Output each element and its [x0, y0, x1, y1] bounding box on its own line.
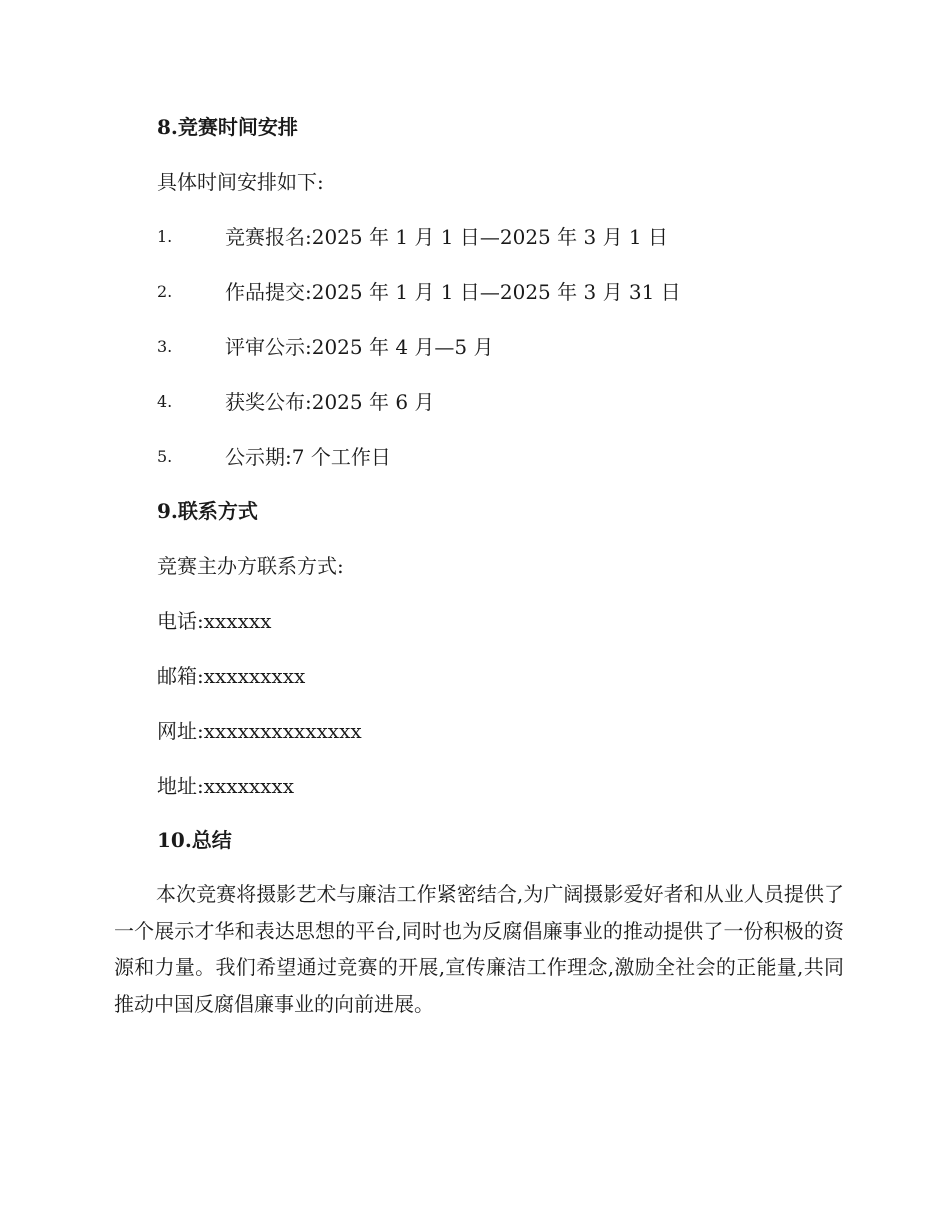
list-text: 评审公示:2025 年 4 月—5 月: [225, 335, 494, 359]
list-number: 3.: [157, 337, 173, 356]
contact-website: 网址:xxxxxxxxxxxxxx: [157, 719, 362, 743]
contact-email: 邮箱:xxxxxxxxx: [157, 664, 306, 688]
list-text: 获奖公布:2025 年 6 月: [225, 390, 435, 414]
list-number: 2.: [157, 282, 173, 301]
list-text: 公示期:7 个工作日: [225, 445, 391, 469]
section-heading-contact: 9.联系方式: [157, 499, 258, 523]
contact-intro: 竞赛主办方联系方式:: [157, 554, 344, 578]
section-heading-summary: 10.总结: [157, 828, 232, 852]
contact-phone: 电话:xxxxxx: [157, 609, 272, 633]
list-text: 作品提交:2025 年 1 月 1 日—2025 年 3 月 31 日: [225, 280, 681, 304]
list-number: 4.: [157, 392, 173, 411]
list-number: 1.: [157, 227, 173, 246]
list-number: 5.: [157, 447, 173, 466]
schedule-intro: 具体时间安排如下:: [157, 170, 324, 194]
section-heading-schedule: 8.竞赛时间安排: [157, 115, 298, 139]
contact-address: 地址:xxxxxxxx: [157, 774, 294, 798]
summary-paragraph: 本次竞赛将摄影艺术与廉洁工作紧密结合,为广阔摄影爱好者和从业人员提供了一个展示才华和表达思想的平台,同时也为反腐倡廉事业的推动提供了一份积极的资源和力量。我们希望通过竞赛的开展,宣传廉洁工作理念,激励全社会的正能量,共同推动中国反腐倡廉事业的向前进展。: [114, 882, 844, 1016]
list-text: 竞赛报名:2025 年 1 月 1 日—2025 年 3 月 1 日: [225, 225, 669, 249]
